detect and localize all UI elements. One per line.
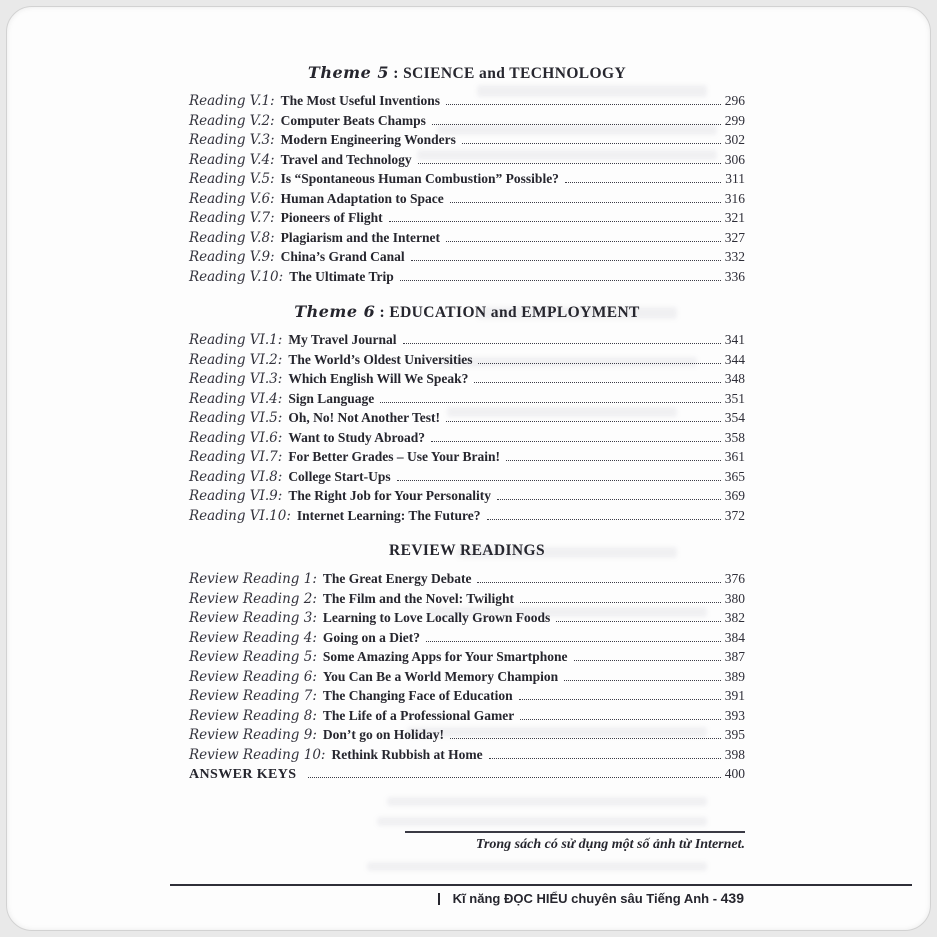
- toc-entry: [189, 408, 745, 428]
- toc-entry-label: Review Reading 4:: [189, 629, 317, 646]
- toc-entry-title: Want to Study Abroad?: [288, 429, 425, 445]
- toc-entry-title: Learning to Love Locally Grown Foods: [322, 610, 551, 625]
- section-heading-title: : SCIENCE and TECHNOLOGY: [388, 65, 627, 82]
- toc-entry-page: 395: [724, 727, 745, 742]
- toc-entry-page: 332: [724, 249, 745, 264]
- toc-entry-label: Review Reading 5:: [189, 649, 317, 665]
- toc-entry-page: 327: [724, 229, 745, 245]
- toc-entry: [189, 447, 745, 467]
- dot-leader: [450, 738, 721, 739]
- toc-entry-label: Review Reading 1:: [189, 571, 317, 587]
- dot-leader: [389, 221, 721, 222]
- toc-entry-title: The Most Useful Inventions: [280, 93, 440, 108]
- dot-leader: [520, 602, 721, 603]
- toc-entry: [189, 130, 745, 150]
- book-page: [6, 6, 931, 931]
- dot-leader: [446, 421, 721, 422]
- dot-leader: [462, 143, 721, 144]
- toc-entry-label: Reading VI.9:: [189, 488, 283, 504]
- footer-title: Kĩ năng ĐỌC HIỂU chuyên sâu Tiếng Anh -: [452, 891, 721, 906]
- toc-entry: [189, 169, 745, 189]
- table-of-contents: [189, 63, 745, 784]
- dot-leader: [520, 719, 721, 720]
- toc-entry-title: My Travel Journal: [288, 332, 397, 347]
- toc-entry: [189, 189, 745, 209]
- toc-entry-title: Sign Language: [288, 390, 375, 406]
- toc-entry: [189, 486, 745, 506]
- toc-entry: [189, 267, 745, 287]
- toc-entry-label: Review Reading 7:: [189, 688, 317, 704]
- dot-leader: [397, 480, 721, 481]
- toc-entry-page: 372: [724, 507, 745, 523]
- toc-entry-page: 316: [724, 190, 745, 206]
- toc-entry-title: Plagiarism and the Internet: [280, 229, 440, 245]
- toc-entry-title: Travel and Technology: [280, 151, 412, 167]
- dot-leader: [478, 363, 720, 364]
- dot-leader: [489, 758, 721, 759]
- internet-images-note: [405, 831, 745, 853]
- toc-entry-label: Reading V.7:: [189, 210, 275, 226]
- dot-leader: [506, 460, 721, 461]
- toc-entry: [189, 228, 745, 248]
- toc-entry-label: Reading VI.2:: [189, 351, 283, 368]
- dot-leader: [400, 280, 721, 281]
- section-heading-theme: Theme 5: [307, 63, 389, 82]
- toc-entry-title: For Better Grades – Use Your Brain!: [288, 449, 501, 464]
- toc-entry-label: Reading V.1:: [189, 93, 275, 109]
- toc-entry-label: Reading VI.5:: [189, 410, 283, 426]
- section-heading-title: REVIEW READINGS: [388, 542, 545, 559]
- dot-leader: [446, 241, 721, 242]
- dot-leader: [450, 202, 721, 203]
- toc-entry-title: Don’t go on Holiday!: [322, 727, 445, 742]
- toc-entry-title: Pioneers of Flight: [280, 210, 383, 225]
- toc-entry: [189, 628, 745, 648]
- page-footer: [170, 884, 912, 906]
- toc-entry-title: Is “Spontaneous Human Combustion” Possible?: [280, 171, 559, 186]
- toc-entry-page: 354: [724, 410, 745, 425]
- toc-entry: [189, 389, 745, 409]
- toc-entry: [189, 506, 745, 526]
- dot-leader: [446, 104, 721, 105]
- toc-entry: [189, 569, 745, 589]
- toc-entry: [189, 428, 745, 448]
- toc-entry-page: 361: [724, 449, 745, 464]
- toc-entry-page: 387: [724, 649, 745, 664]
- toc-entry-title: Modern Engineering Wonders: [280, 132, 456, 147]
- toc-entry-title: Going on a Diet?: [322, 629, 421, 645]
- toc-entry-label: Reading VI.7:: [189, 449, 283, 465]
- footer-divider-bar: [438, 893, 440, 905]
- toc-entry: [189, 208, 745, 228]
- toc-entry-title: China’s Grand Canal: [280, 249, 405, 264]
- toc-entry-page: 302: [724, 132, 745, 147]
- toc-entry-label: Reading VI.3:: [189, 371, 283, 387]
- toc-entry-label: Review Reading 6:: [189, 668, 317, 685]
- toc-entry-label: Reading V.4:: [189, 151, 275, 168]
- toc-entry-page: 306: [724, 151, 745, 167]
- toc-entry-label: ANSWER KEYS: [189, 767, 297, 782]
- toc-entry-label: Review Reading 2:: [189, 590, 317, 607]
- dot-leader: [426, 641, 721, 642]
- toc-entry-page: 369: [724, 488, 745, 503]
- section-heading-title: : EDUCATION and EMPLOYMENT: [375, 304, 640, 321]
- dot-leader: [411, 260, 721, 261]
- toc-entry-page: 344: [724, 351, 745, 367]
- dot-leader: [564, 680, 721, 681]
- toc-entry-label: Reading VI.4:: [189, 390, 283, 407]
- toc-entry-page: 384: [724, 629, 745, 645]
- toc-entry: [189, 369, 745, 389]
- toc-entry-page: 351: [724, 390, 745, 406]
- toc-entry: [189, 745, 745, 765]
- section-heading: [189, 63, 745, 83]
- toc-entry-page: 365: [724, 468, 745, 484]
- toc-entry-label: Review Reading 10:: [189, 746, 326, 763]
- toc-entry-title: Computer Beats Champs: [280, 112, 426, 128]
- dot-leader: [574, 660, 721, 661]
- toc-entry-page: 348: [724, 371, 745, 386]
- toc-entry-title: Which English Will We Speak?: [288, 371, 469, 386]
- toc-entry-label: Reading VI.8:: [189, 468, 283, 485]
- toc-entry-page: 311: [725, 171, 745, 186]
- toc-entry-label: Review Reading 8:: [189, 707, 317, 724]
- toc-entry-page: 376: [724, 571, 745, 586]
- toc-entry: [189, 647, 745, 667]
- toc-entry-page: 336: [724, 268, 745, 284]
- dot-leader: [431, 441, 721, 442]
- toc-entry-label: Reading V.3:: [189, 132, 275, 148]
- toc-entry: [189, 247, 745, 267]
- toc-entry: [189, 725, 745, 745]
- toc-entry-title: The Film and the Novel: Twilight: [322, 590, 515, 606]
- toc-entry-label: Review Reading 9:: [189, 727, 317, 743]
- toc-entry-page: 389: [724, 668, 745, 684]
- dot-leader: [308, 777, 720, 778]
- toc-entry-label: Reading V.8:: [189, 229, 275, 246]
- toc-entry-page: 341: [724, 332, 745, 347]
- toc-entry-page: 393: [724, 707, 745, 723]
- dot-leader: [380, 402, 721, 403]
- footer-page-number: 439: [720, 890, 744, 906]
- dot-leader: [565, 182, 721, 183]
- toc-entry-title: Internet Learning: The Future?: [296, 507, 481, 523]
- dot-leader: [432, 124, 721, 125]
- toc-entry-title: Oh, No! Not Another Test!: [288, 410, 440, 425]
- toc-entry-title: College Start-Ups: [288, 468, 391, 484]
- toc-entry-title: Some Amazing Apps for Your Smartphone: [322, 649, 568, 664]
- note-text: Trong sách có sử dụng một số ảnh từ Internet.: [475, 837, 745, 852]
- toc-entry-page: 296: [724, 93, 745, 108]
- dot-leader: [487, 519, 721, 520]
- toc-entry-title: Human Adaptation to Space: [280, 190, 444, 206]
- toc-entry: [189, 330, 745, 350]
- toc-entry: [189, 467, 745, 487]
- toc-entry-title: The Great Energy Debate: [322, 571, 472, 586]
- section-heading-theme: Theme 6: [294, 302, 376, 321]
- toc-entry-page: 380: [724, 590, 745, 606]
- toc-entry-label: Reading VI.1:: [189, 332, 283, 348]
- section-heading: [189, 541, 745, 561]
- toc-entry: [189, 608, 745, 628]
- toc-entry: [189, 91, 745, 111]
- toc-entry-label: Reading VI.10:: [189, 507, 291, 524]
- toc-entry: [189, 111, 745, 131]
- dot-leader: [556, 621, 720, 622]
- toc-entry-label: Reading VI.6:: [189, 429, 283, 446]
- toc-entry-title: The Life of a Professional Gamer: [322, 707, 515, 723]
- dot-leader: [477, 582, 720, 583]
- dot-leader: [474, 382, 720, 383]
- toc-entry-title: The Ultimate Trip: [289, 268, 394, 284]
- toc-entry-title: You Can Be a World Memory Champion: [322, 668, 559, 684]
- toc-entry: [189, 150, 745, 170]
- toc-entry: [189, 589, 745, 609]
- dot-leader: [418, 163, 721, 164]
- section-heading: [189, 302, 745, 322]
- toc-entry-page: 382: [724, 610, 745, 625]
- toc-entry-label: Reading V.5:: [189, 171, 275, 187]
- toc-entry-page: 299: [724, 112, 745, 128]
- toc-entry: [189, 667, 745, 687]
- toc-entry-page: 391: [724, 688, 745, 703]
- toc-entry: [189, 706, 745, 726]
- toc-entry-page: 321: [724, 210, 745, 225]
- toc-entry-title: The World’s Oldest Universities: [288, 351, 473, 367]
- toc-entry-label: Review Reading 3:: [189, 610, 317, 626]
- toc-entry-page: 398: [724, 746, 745, 762]
- toc-entry-label: Reading V.2:: [189, 112, 275, 129]
- toc-entry-title: The Right Job for Your Personality: [288, 488, 491, 503]
- toc-entry-label: Reading V.10:: [189, 268, 284, 285]
- dot-leader: [403, 343, 721, 344]
- toc-entry-page: 400: [724, 766, 745, 781]
- answer-keys-entry: [189, 764, 745, 784]
- toc-entry-label: Reading V.6:: [189, 190, 275, 207]
- toc-entry-label: Reading V.9:: [189, 249, 275, 265]
- toc-entry-page: 358: [724, 429, 745, 445]
- toc-entry-title: Rethink Rubbish at Home: [331, 746, 483, 762]
- toc-entry: [189, 686, 745, 706]
- dot-leader: [497, 499, 721, 500]
- toc-entry-title: The Changing Face of Education: [322, 688, 513, 703]
- dot-leader: [519, 699, 721, 700]
- toc-entry: [189, 350, 745, 370]
